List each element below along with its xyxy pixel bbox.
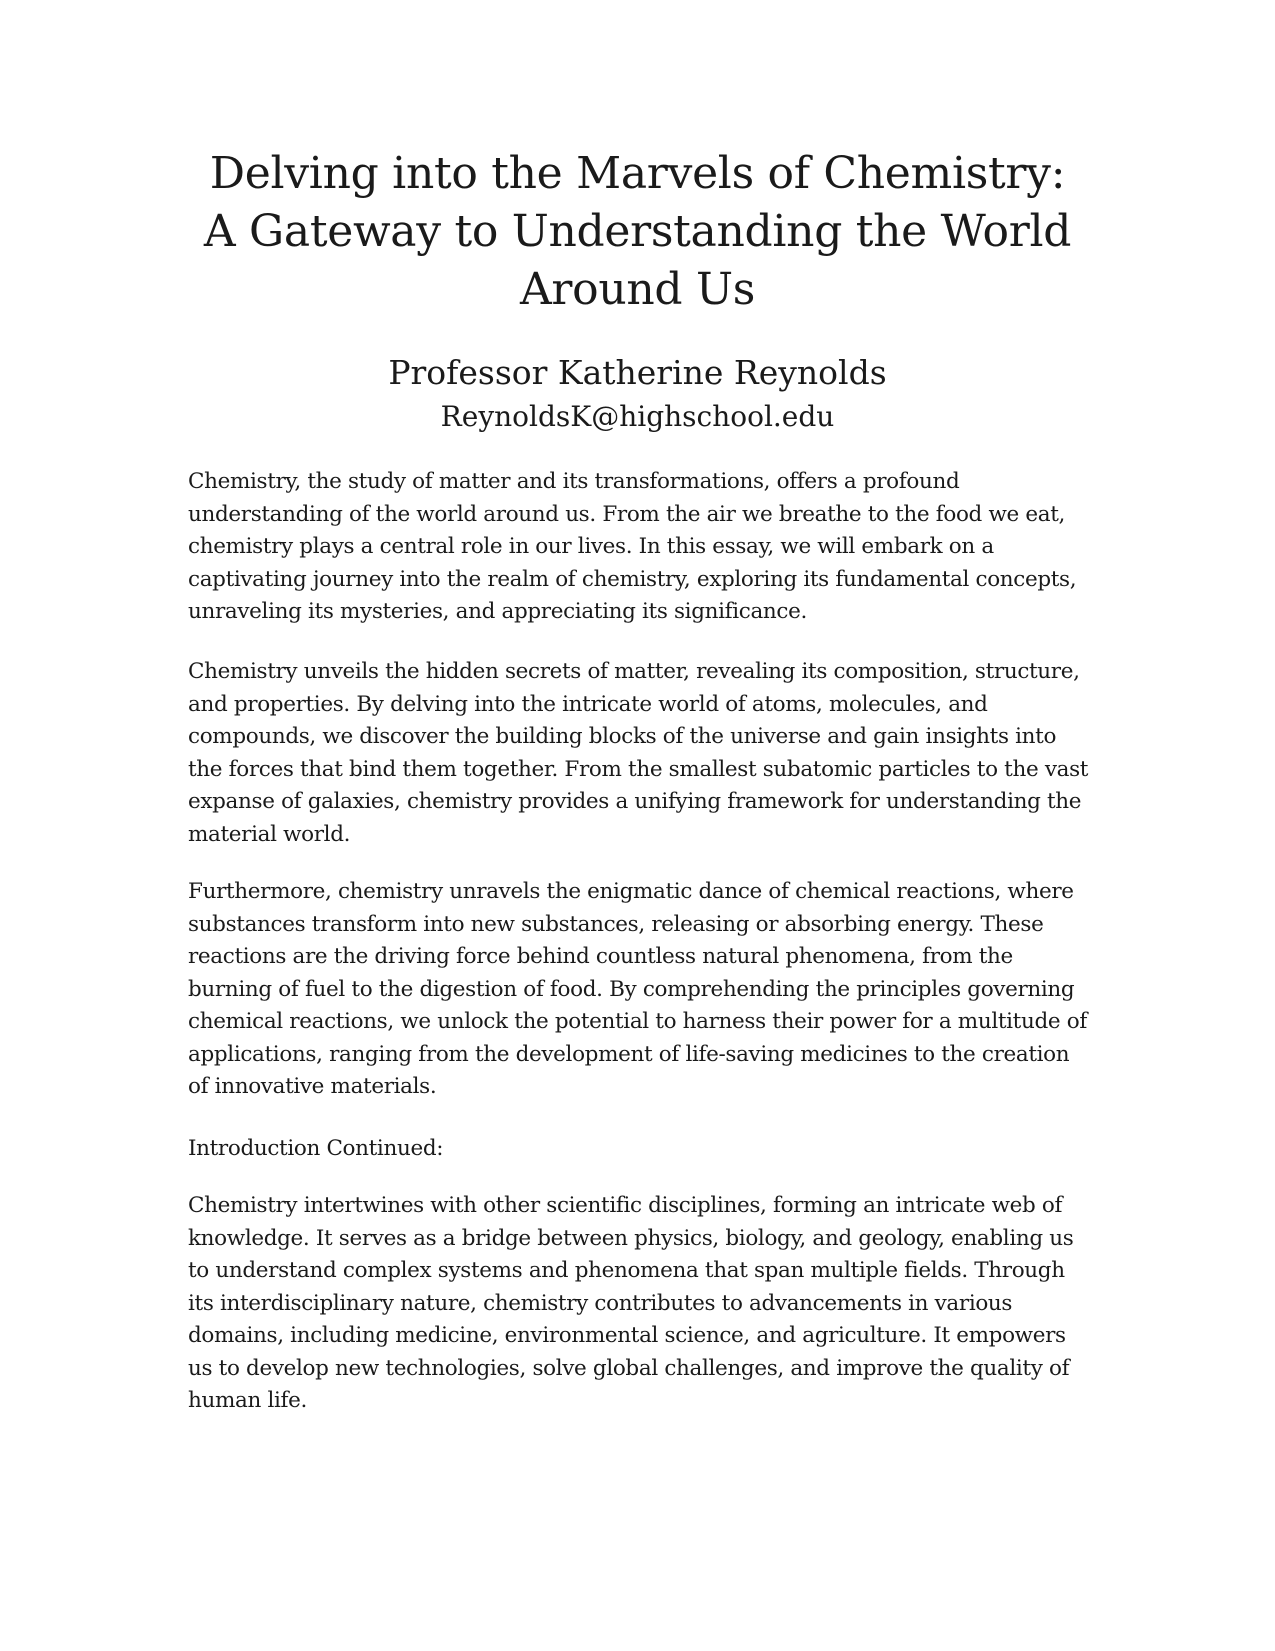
author-name: Professor Katherine Reynolds bbox=[388, 353, 887, 392]
author-email: ReynoldsK@highschool.edu bbox=[440, 400, 835, 433]
paragraph-reactions: Furthermore, chemistry unravels the enigmatic dance of chemical reactions, where substances transform into new substances, releasing or absorbing energy. These reactions are the driving force behind countless natural phenomena, from the burning of fuel to the digestion of food. By comprehending the principles governing chemical reactions, we unlock the potential to harness their power for a multitude of applications, ranging from the development of life-saving medicines to the creation of innovative materials. bbox=[188, 879, 1087, 1099]
paragraph-matter: Chemistry unveils the hidden secrets of matter, revealing its composition, structure, and properties. By delving into the intricate world of atoms, molecules, and compounds, we discover the building blocks of the universe and gain insights into the forces that bind them together. From the smallest subatomic particles to the vast expanse of galaxies, chemistry provides a unifying framework for understanding the material world. bbox=[188, 659, 1089, 847]
paragraph-intro: Chemistry, the study of matter and its transformations, offers a profound understanding of the world around us. From the air we breathe to the food we eat, chemistry plays a central role in our lives. In this essay, we will embark on a captivating journey into the realm of chemistry, exploring its fundamental concepts, unraveling its mysteries, and appreciating its significance. bbox=[188, 469, 1077, 624]
page-title: Delving into the Marvels of Chemistry: A Gateway to Understanding the World Around Us bbox=[203, 148, 1072, 315]
section-heading-introduction-continued: Introduction Continued: bbox=[188, 1136, 444, 1161]
paragraph-interdisciplinary: Chemistry intertwines with other scientific disciplines, forming an intricate web of knowledge. It serves as a bridge between physics, biology, and geology, enabling us to understand complex systems and phenomena that span multiple fields. Through its interdisciplinary nature, chemistry contributes to advancements in various domains, including medicine, environmental science, and agriculture. It empowers us to develop new technologies, solve global challenges, and improve the quality of human life. bbox=[188, 1193, 1074, 1413]
